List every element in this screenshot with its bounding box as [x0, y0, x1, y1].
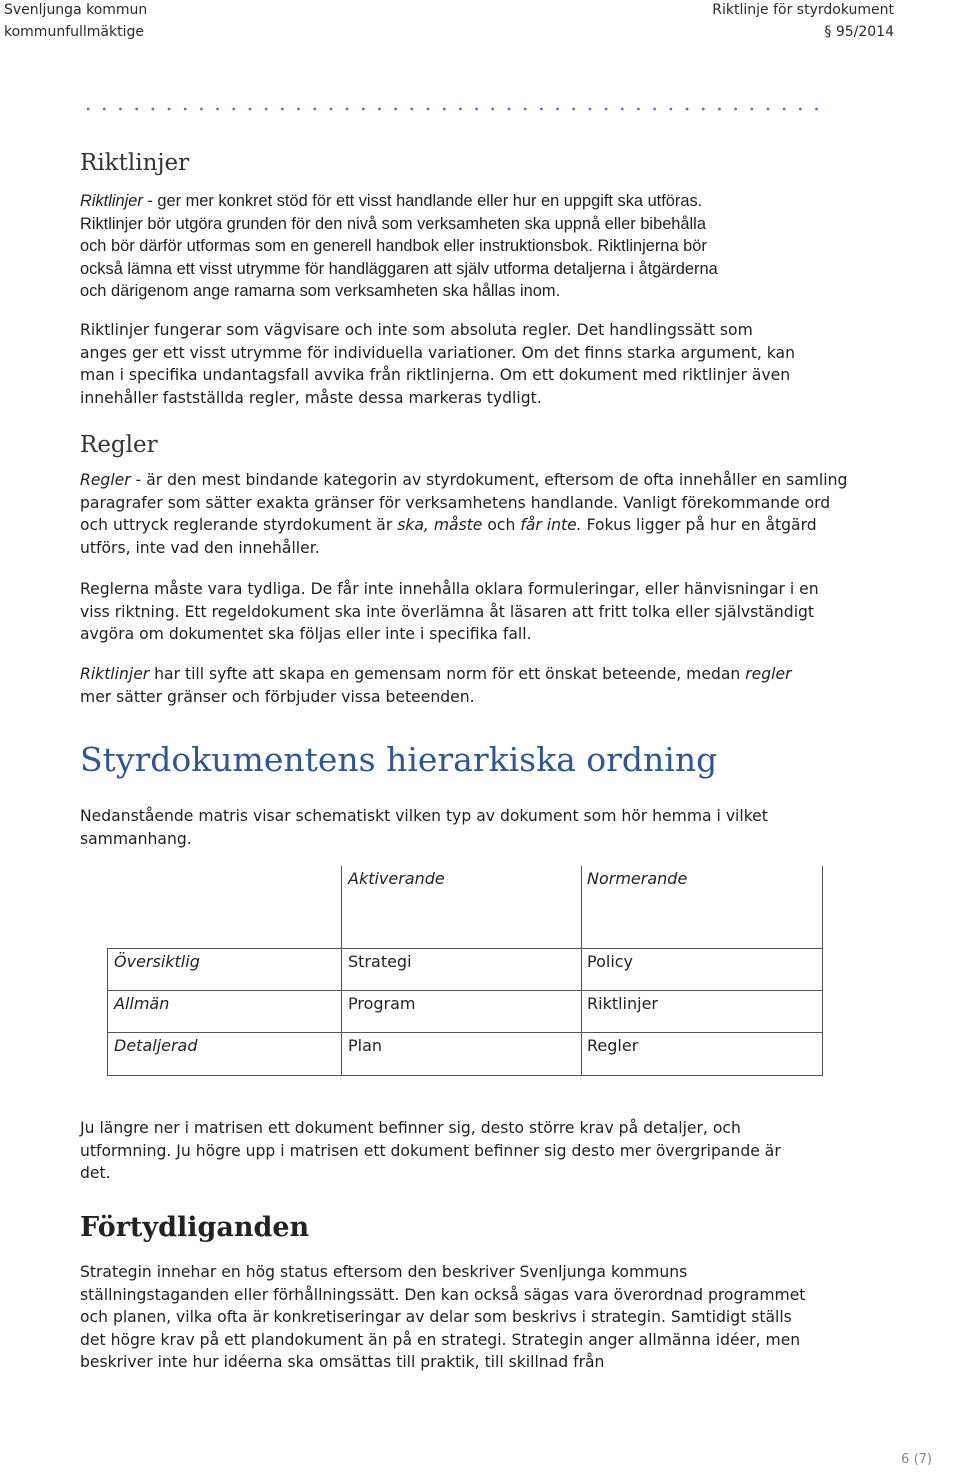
matrix-col-header-aktiverande: Aktiverande: [348, 869, 445, 888]
section-heading-fortydliganden: Förtydliganden: [80, 1212, 310, 1243]
header-body: kommunfullmäktige: [4, 24, 144, 40]
matrix-cell: Riktlinjer: [587, 994, 658, 1013]
matrix-col-header-normerande: Normerande: [587, 869, 688, 888]
section-heading-hierarki: Styrdokumentens hierarkiska ordning: [80, 740, 718, 779]
matrix-cell: Strategi: [348, 952, 412, 971]
fortydliganden-paragraph-1: Strategin innehar en hög status eftersom den beskriver Svenljunga kommuns ställningstaganden eller förhållningssätt. Den kan också sägas vara överordnad programmet och planen, vilka ofta är konkretiseringar av delar som beskrivs i strategin. Samtidigt ställs det högre krav på ett plandokument än på en strategi. Strategin anger allmänna idéer, men beskriver inte hur idéerna ska omsättas till praktik, till skillnad från: [80, 1263, 806, 1371]
regler-paragraph-3: Riktlinjer har till syfte att skapa en gemensam norm för ett önskat beteende, medan regler mer sätter gränser och förbjuder vissa beteenden.: [80, 665, 792, 706]
riktlinjer-paragraph-2: Riktlinjer fungerar som vägvisare och inte som absoluta regler. Det handlingssätt som anges ger ett visst utrymme för individuella variationer. Om det finns starka argument, kan man i specifika undantagsfall avvika från riktlinjerna. Om ett dokument med riktlinjer även innehåller fastställda regler, måste dessa markeras tydligt.: [80, 321, 795, 407]
regler-paragraph-2: Reglerna måste vara tydliga. De får inte innehålla oklara formuleringar, eller hänvisningar i en viss riktning. Ett regeldokument ska inte överlämna åt läsaren att fritt tolka eller självständigt avgöra om dokumentet ska följas eller inte i specifika fall.: [80, 580, 819, 643]
matrix-cell: Policy: [587, 952, 634, 971]
matrix-row-label: Detaljerad: [114, 1036, 198, 1055]
term-riktlinjer: Riktlinjer: [80, 192, 143, 210]
dotted-separator: [80, 104, 820, 114]
matrix-cell: Plan: [348, 1036, 383, 1055]
section-heading-riktlinjer: Riktlinjer: [80, 150, 190, 176]
document-matrix: [107, 866, 823, 1076]
header-doc-title: Riktlinje för styrdokument: [712, 2, 894, 18]
matrix-row-label: Allmän: [114, 994, 170, 1013]
matrix-cell: Regler: [587, 1036, 639, 1055]
section-heading-regler: Regler: [80, 432, 158, 458]
matrix-cell: Program: [348, 994, 416, 1013]
page-number: 6 (7): [901, 1452, 932, 1467]
header-org: Svenljunga kommun: [4, 2, 148, 18]
regler-paragraph-1: Regler - är den mest bindande kategorin av styrdokument, eftersom de ofta innehåller en samling paragrafer som sätter exakta gränser för verksamhetens handlande. Vanligt förekommande ord och uttryck reglerande styrdokument är ska, måste och får inte. Fokus ligger på hur en åtgärd utförs, inte vad den innehåller.: [80, 471, 848, 557]
hierarki-intro: Nedanstående matris visar schematiskt vilken typ av dokument som hör hemma i vilket sammanhang.: [80, 807, 768, 848]
matrix-row-label: Översiktlig: [114, 952, 200, 971]
header-paragraph-ref: § 95/2014: [824, 24, 894, 40]
riktlinjer-paragraph-1: Riktlinjer - ger mer konkret stöd för ett visst handlande eller hur en uppgift ska utföras. Riktlinjer bör utgöra grunden för den nivå som verksamheten ska uppnå eller bibehålla och bör därför utformas som en generell handbok eller instruktionsbok. Riktlinjerna bör också lämna ett visst utrymme för handläggaren att själv utforma detaljerna i åtgärderna och därigenom ange ramarna som verksamheten ska hållas inom.: [80, 192, 718, 301]
term-regler: Regler: [80, 471, 131, 489]
hierarki-after-matrix: Ju längre ner i matrisen ett dokument befinner sig, desto större krav på detaljer, och utformning. Ju högre upp i matrisen ett dokument befinner sig desto mer övergripande är det.: [80, 1119, 781, 1182]
